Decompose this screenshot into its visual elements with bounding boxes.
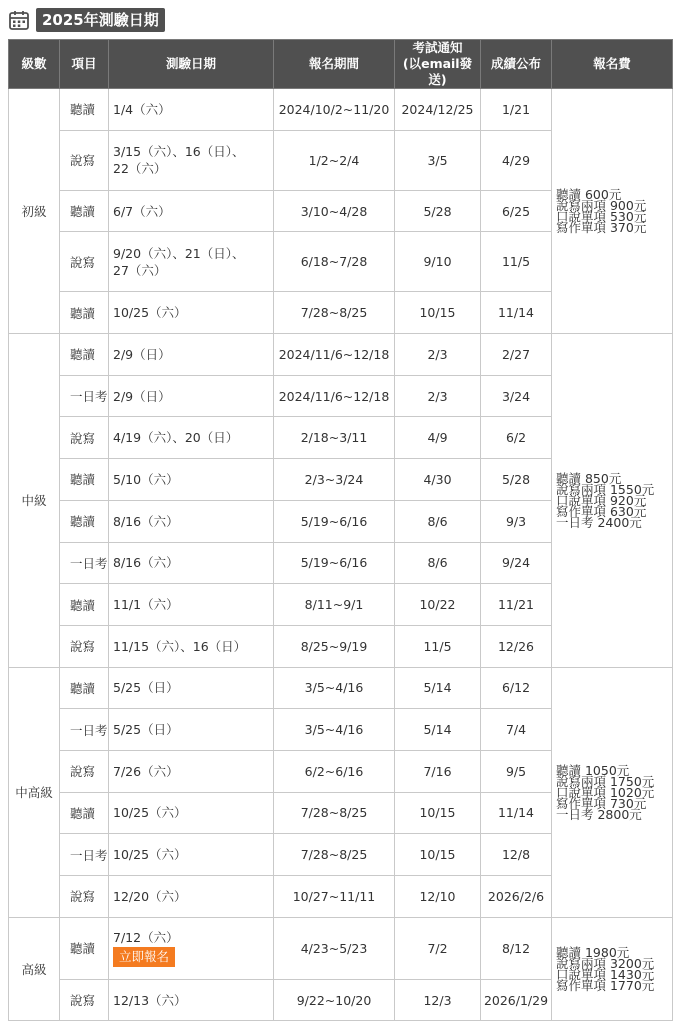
date-line: 7/26（六） bbox=[113, 763, 179, 779]
date-line: 5/25（日） bbox=[113, 722, 179, 738]
notice-date-cell: 11/5 bbox=[395, 625, 481, 667]
item-cell: 聽讀 bbox=[60, 500, 109, 542]
result-date-cell: 11/14 bbox=[481, 792, 552, 834]
registration-period-cell: 5/19~6/16 bbox=[274, 542, 395, 584]
date-cell bbox=[109, 834, 274, 876]
result-date-cell: 9/3 bbox=[481, 500, 552, 542]
date-cell bbox=[109, 130, 274, 190]
registration-period-cell: 1/2~2/4 bbox=[274, 130, 395, 190]
result-date-cell: 1/21 bbox=[481, 89, 552, 131]
item-cell: 一日考 bbox=[60, 375, 109, 417]
date-line: 10/25（六） bbox=[113, 805, 187, 821]
result-date-cell: 6/2 bbox=[481, 417, 552, 459]
registration-period-cell: 2024/11/6~12/18 bbox=[274, 334, 395, 376]
header-date: 測驗日期 bbox=[109, 40, 274, 89]
date-cell bbox=[109, 792, 274, 834]
date-line: 10/25（六） bbox=[113, 847, 187, 863]
fee-line: 寫作單項 630元 bbox=[556, 503, 647, 519]
notice-date-cell: 5/28 bbox=[395, 190, 481, 232]
item-cell: 說寫 bbox=[60, 130, 109, 190]
date-line: 11/15（六）、16（日） bbox=[113, 638, 247, 654]
date-cell bbox=[109, 500, 274, 542]
date-cell bbox=[109, 709, 274, 751]
registration-period-cell: 10/27~11/11 bbox=[274, 876, 395, 918]
notice-date-cell: 7/16 bbox=[395, 750, 481, 792]
registration-period-cell: 2024/11/6~12/18 bbox=[274, 375, 395, 417]
notice-date-cell: 10/22 bbox=[395, 584, 481, 626]
date-line: 8/16（六） bbox=[113, 555, 179, 571]
item-cell: 說寫 bbox=[60, 979, 109, 1021]
item-cell: 說寫 bbox=[60, 417, 109, 459]
registration-period-cell: 3/5~4/16 bbox=[274, 709, 395, 751]
date-line: 9/20（六）、21（日）、 bbox=[113, 245, 245, 261]
result-date-cell: 2026/1/29 bbox=[481, 979, 552, 1021]
date-cell bbox=[109, 89, 274, 131]
registration-period-cell: 7/28~8/25 bbox=[274, 292, 395, 334]
date-line: 6/7（六） bbox=[113, 203, 171, 219]
registration-period-cell: 8/25~9/19 bbox=[274, 625, 395, 667]
item-cell: 一日考 bbox=[60, 834, 109, 876]
result-date-cell: 9/5 bbox=[481, 750, 552, 792]
notice-date-cell: 5/14 bbox=[395, 667, 481, 709]
item-cell: 聽讀 bbox=[60, 459, 109, 501]
registration-period-cell: 7/28~8/25 bbox=[274, 834, 395, 876]
fee-line: 寫作單項 730元 bbox=[556, 795, 647, 811]
fee-line: 寫作單項 370元 bbox=[556, 220, 647, 236]
result-date-cell: 8/12 bbox=[481, 917, 552, 979]
notice-date-cell: 2/3 bbox=[395, 375, 481, 417]
date-line: 2/9（日） bbox=[113, 346, 171, 362]
date-cell bbox=[109, 417, 274, 459]
result-date-cell: 2026/2/6 bbox=[481, 876, 552, 918]
date-line: 8/16（六） bbox=[113, 513, 179, 529]
date-cell bbox=[109, 190, 274, 232]
register-now-button[interactable]: 立即報名 bbox=[113, 947, 175, 967]
notice-date-cell: 10/15 bbox=[395, 792, 481, 834]
registration-period-cell: 5/19~6/16 bbox=[274, 500, 395, 542]
result-date-cell: 3/24 bbox=[481, 375, 552, 417]
header-fee: 報名費 bbox=[552, 40, 673, 89]
level-cell: 初級 bbox=[9, 89, 60, 334]
level-cell: 高級 bbox=[9, 917, 60, 1021]
registration-period-cell: 2/3~3/24 bbox=[274, 459, 395, 501]
notice-date-cell: 10/15 bbox=[395, 292, 481, 334]
header-notice-line2: (以email發送) bbox=[402, 56, 473, 87]
notice-date-cell: 4/9 bbox=[395, 417, 481, 459]
notice-date-cell: 10/15 bbox=[395, 834, 481, 876]
date-line: 11/1（六） bbox=[113, 597, 179, 613]
notice-date-cell: 8/6 bbox=[395, 500, 481, 542]
date-line: 1/4（六） bbox=[113, 101, 171, 117]
item-cell: 一日考 bbox=[60, 709, 109, 751]
page-title: 2025年測驗日期 bbox=[36, 8, 165, 32]
fee-line: 口說單項 530元 bbox=[556, 209, 647, 225]
calendar-icon bbox=[8, 9, 30, 31]
fee-line: 口說單項 1430元 bbox=[556, 967, 655, 983]
item-cell: 說寫 bbox=[60, 232, 109, 292]
fee-line: 一日考 2800元 bbox=[556, 806, 642, 822]
fee-line: 寫作單項 1770元 bbox=[556, 978, 655, 994]
notice-date-cell: 2/3 bbox=[395, 334, 481, 376]
table-row bbox=[9, 89, 673, 131]
date-cell bbox=[109, 542, 274, 584]
date-line: 5/25（日） bbox=[113, 680, 179, 696]
date-line: 4/19（六）、20（日） bbox=[113, 430, 239, 446]
result-date-cell: 9/24 bbox=[481, 542, 552, 584]
result-date-cell: 6/12 bbox=[481, 667, 552, 709]
item-cell: 一日考 bbox=[60, 542, 109, 584]
date-line: 7/12（六） bbox=[113, 930, 179, 946]
date-cell bbox=[109, 667, 274, 709]
date-line: 27（六） bbox=[113, 262, 167, 278]
date-line: 12/13（六） bbox=[113, 992, 187, 1008]
date-cell bbox=[109, 292, 274, 334]
exam-schedule-table bbox=[8, 39, 673, 1021]
fee-line: 說寫兩項 1550元 bbox=[556, 481, 655, 497]
header-level: 級數 bbox=[9, 40, 60, 89]
date-cell bbox=[109, 334, 274, 376]
item-cell: 說寫 bbox=[60, 625, 109, 667]
result-date-cell: 12/8 bbox=[481, 834, 552, 876]
fee-cell bbox=[552, 89, 673, 334]
date-cell bbox=[109, 584, 274, 626]
registration-period-cell: 7/28~8/25 bbox=[274, 792, 395, 834]
fee-line: 說寫兩項 1750元 bbox=[556, 773, 655, 789]
fee-cell bbox=[552, 667, 673, 917]
table-row bbox=[9, 334, 673, 376]
fee-line: 說寫兩項 900元 bbox=[556, 198, 647, 214]
item-cell: 聽讀 bbox=[60, 334, 109, 376]
date-line: 3/15（六）、16（日）、 bbox=[113, 144, 245, 160]
date-line: 12/20（六） bbox=[113, 888, 187, 904]
date-cell bbox=[109, 625, 274, 667]
level-cell: 中高級 bbox=[9, 667, 60, 917]
fee-line: 聽讀 1980元 bbox=[556, 945, 630, 961]
result-date-cell: 11/5 bbox=[481, 232, 552, 292]
registration-period-cell: 9/22~10/20 bbox=[274, 979, 395, 1021]
item-cell: 聽讀 bbox=[60, 292, 109, 334]
notice-date-cell: 3/5 bbox=[395, 130, 481, 190]
result-date-cell: 12/26 bbox=[481, 625, 552, 667]
notice-date-cell: 5/14 bbox=[395, 709, 481, 751]
date-cell bbox=[109, 375, 274, 417]
item-cell: 聽讀 bbox=[60, 190, 109, 232]
table-row bbox=[9, 917, 673, 979]
item-cell: 說寫 bbox=[60, 876, 109, 918]
date-cell bbox=[109, 917, 274, 979]
item-cell: 聽讀 bbox=[60, 89, 109, 131]
notice-date-cell: 7/2 bbox=[395, 917, 481, 979]
registration-period-cell: 8/11~9/1 bbox=[274, 584, 395, 626]
date-cell bbox=[109, 232, 274, 292]
result-date-cell: 4/29 bbox=[481, 130, 552, 190]
item-cell: 聽讀 bbox=[60, 584, 109, 626]
date-line: 5/10（六） bbox=[113, 471, 179, 487]
header-notice bbox=[395, 40, 481, 89]
notice-date-cell: 8/6 bbox=[395, 542, 481, 584]
result-date-cell: 11/14 bbox=[481, 292, 552, 334]
item-cell: 聽讀 bbox=[60, 792, 109, 834]
header-result: 成績公布 bbox=[481, 40, 552, 89]
registration-period-cell: 3/10~4/28 bbox=[274, 190, 395, 232]
table-body bbox=[9, 89, 673, 1021]
fee-line: 口說單項 1020元 bbox=[556, 784, 655, 800]
header-registration: 報名期間 bbox=[274, 40, 395, 89]
registration-period-cell: 6/2~6/16 bbox=[274, 750, 395, 792]
date-line: 2/9（日） bbox=[113, 388, 171, 404]
header-notice-line1: 考試通知 bbox=[412, 40, 463, 55]
fee-line: 一日考 2400元 bbox=[556, 514, 642, 530]
date-line: 22（六） bbox=[113, 161, 167, 177]
notice-date-cell: 4/30 bbox=[395, 459, 481, 501]
registration-period-cell: 2/18~3/11 bbox=[274, 417, 395, 459]
item-cell: 聽讀 bbox=[60, 917, 109, 979]
notice-date-cell: 2024/12/25 bbox=[395, 89, 481, 131]
fee-line: 口說單項 920元 bbox=[556, 492, 647, 508]
fee-cell bbox=[552, 334, 673, 668]
registration-period-cell: 3/5~4/16 bbox=[274, 667, 395, 709]
date-line: 10/25（六） bbox=[113, 305, 187, 321]
result-date-cell: 6/25 bbox=[481, 190, 552, 232]
fee-cell bbox=[552, 917, 673, 1021]
date-cell bbox=[109, 979, 274, 1021]
item-cell: 說寫 bbox=[60, 750, 109, 792]
item-cell: 聽讀 bbox=[60, 667, 109, 709]
result-date-cell: 11/21 bbox=[481, 584, 552, 626]
fee-line: 聽讀 850元 bbox=[556, 470, 622, 486]
fee-line: 聽讀 600元 bbox=[556, 187, 622, 203]
level-cell: 中級 bbox=[9, 334, 60, 668]
date-cell bbox=[109, 459, 274, 501]
fee-line: 說寫兩項 3200元 bbox=[556, 956, 655, 972]
table-row bbox=[9, 667, 673, 709]
result-date-cell: 5/28 bbox=[481, 459, 552, 501]
notice-date-cell: 12/3 bbox=[395, 979, 481, 1021]
fee-line: 聽讀 1050元 bbox=[556, 762, 630, 778]
registration-period-cell: 6/18~7/28 bbox=[274, 232, 395, 292]
page-heading bbox=[8, 6, 165, 34]
date-cell bbox=[109, 876, 274, 918]
result-date-cell: 7/4 bbox=[481, 709, 552, 751]
table-header-row bbox=[9, 40, 673, 89]
result-date-cell: 2/27 bbox=[481, 334, 552, 376]
notice-date-cell: 12/10 bbox=[395, 876, 481, 918]
header-item: 項目 bbox=[60, 40, 109, 89]
registration-period-cell: 2024/10/2~11/20 bbox=[274, 89, 395, 131]
registration-period-cell: 4/23~5/23 bbox=[274, 917, 395, 979]
date-cell bbox=[109, 750, 274, 792]
notice-date-cell: 9/10 bbox=[395, 232, 481, 292]
